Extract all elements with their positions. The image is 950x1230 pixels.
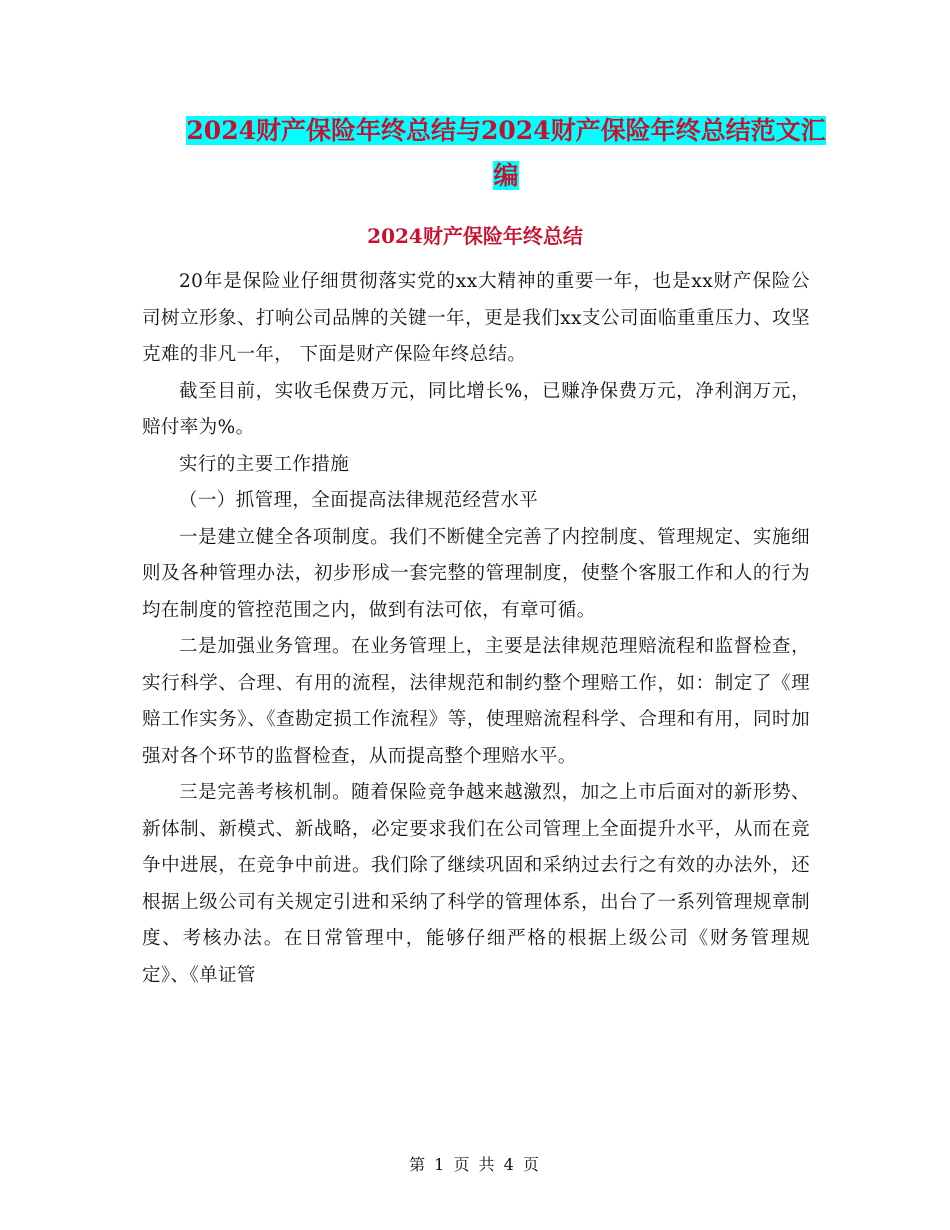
paragraph-system-building: 一是建立健全各项制度。我们不断健全完善了内控制度、管理规定、实施细则及各种管理办法，初步形成一套完整的管理制度，使整个客服工作和人的行为均在制度的管控范围之内，做到有法可依，有章可循。	[142, 526, 810, 621]
document-body	[142, 264, 810, 994]
page-footer: 第 1 页 共 4 页	[409, 1155, 541, 1174]
paragraph-assessment-mechanism: 三是完善考核机制。随着保险竞争越来越激烈，加之上市后面对的新形势、新体制、新模式、新战略，必定要求我们在公司管理上全面提升水平，从而在竞争中进展，在竞争中前进。我们除了继续巩固和采纳过去行之有效的办法外，还根据上级公司有关规定引进和采纳了科学的管理体系，出台了一系列管理规章制度、考核办法。在日常管理中，能够仔细严格的根据上级公司《财务管理规定》、《单证管	[142, 782, 810, 986]
paragraph-intro: 20年是保险业仔细贯彻落实党的xx大精神的重要一年，也是xx财产保险公司树立形象、打响公司品牌的关键一年，更是我们xx支公司面临重重压力、攻坚克难的非凡一年， 下面是财产保险年终总结。	[142, 271, 810, 365]
paragraph-figures: 截至目前，实收毛保费万元，同比增长%，已赚净保费万元，净利润万元，赔付率为%。	[142, 380, 810, 438]
paragraph-business-management: 二是加强业务管理。在业务管理上，主要是法律规范理赔流程和监督检查，实行科学、合理、有用的流程，法律规范和制约整个理赔工作，如：制定了《理赔工作实务》、《查勘定损工作流程》等，使理赔流程科学、合理和有用，同时加强对各个环节的监督检查，从而提高整个理赔水平。	[142, 636, 810, 767]
document-title-text: 2024财产保险年终总结与2024财产保险年终总结范文汇编	[186, 116, 826, 190]
paragraph-measures-heading: 实行的主要工作措施	[179, 453, 350, 475]
document-title	[186, 108, 826, 198]
paragraph-subheading-management: （一）抓管理，全面提高法律规范经营水平	[179, 490, 539, 511]
section-title: 2024财产保险年终总结	[367, 224, 583, 248]
